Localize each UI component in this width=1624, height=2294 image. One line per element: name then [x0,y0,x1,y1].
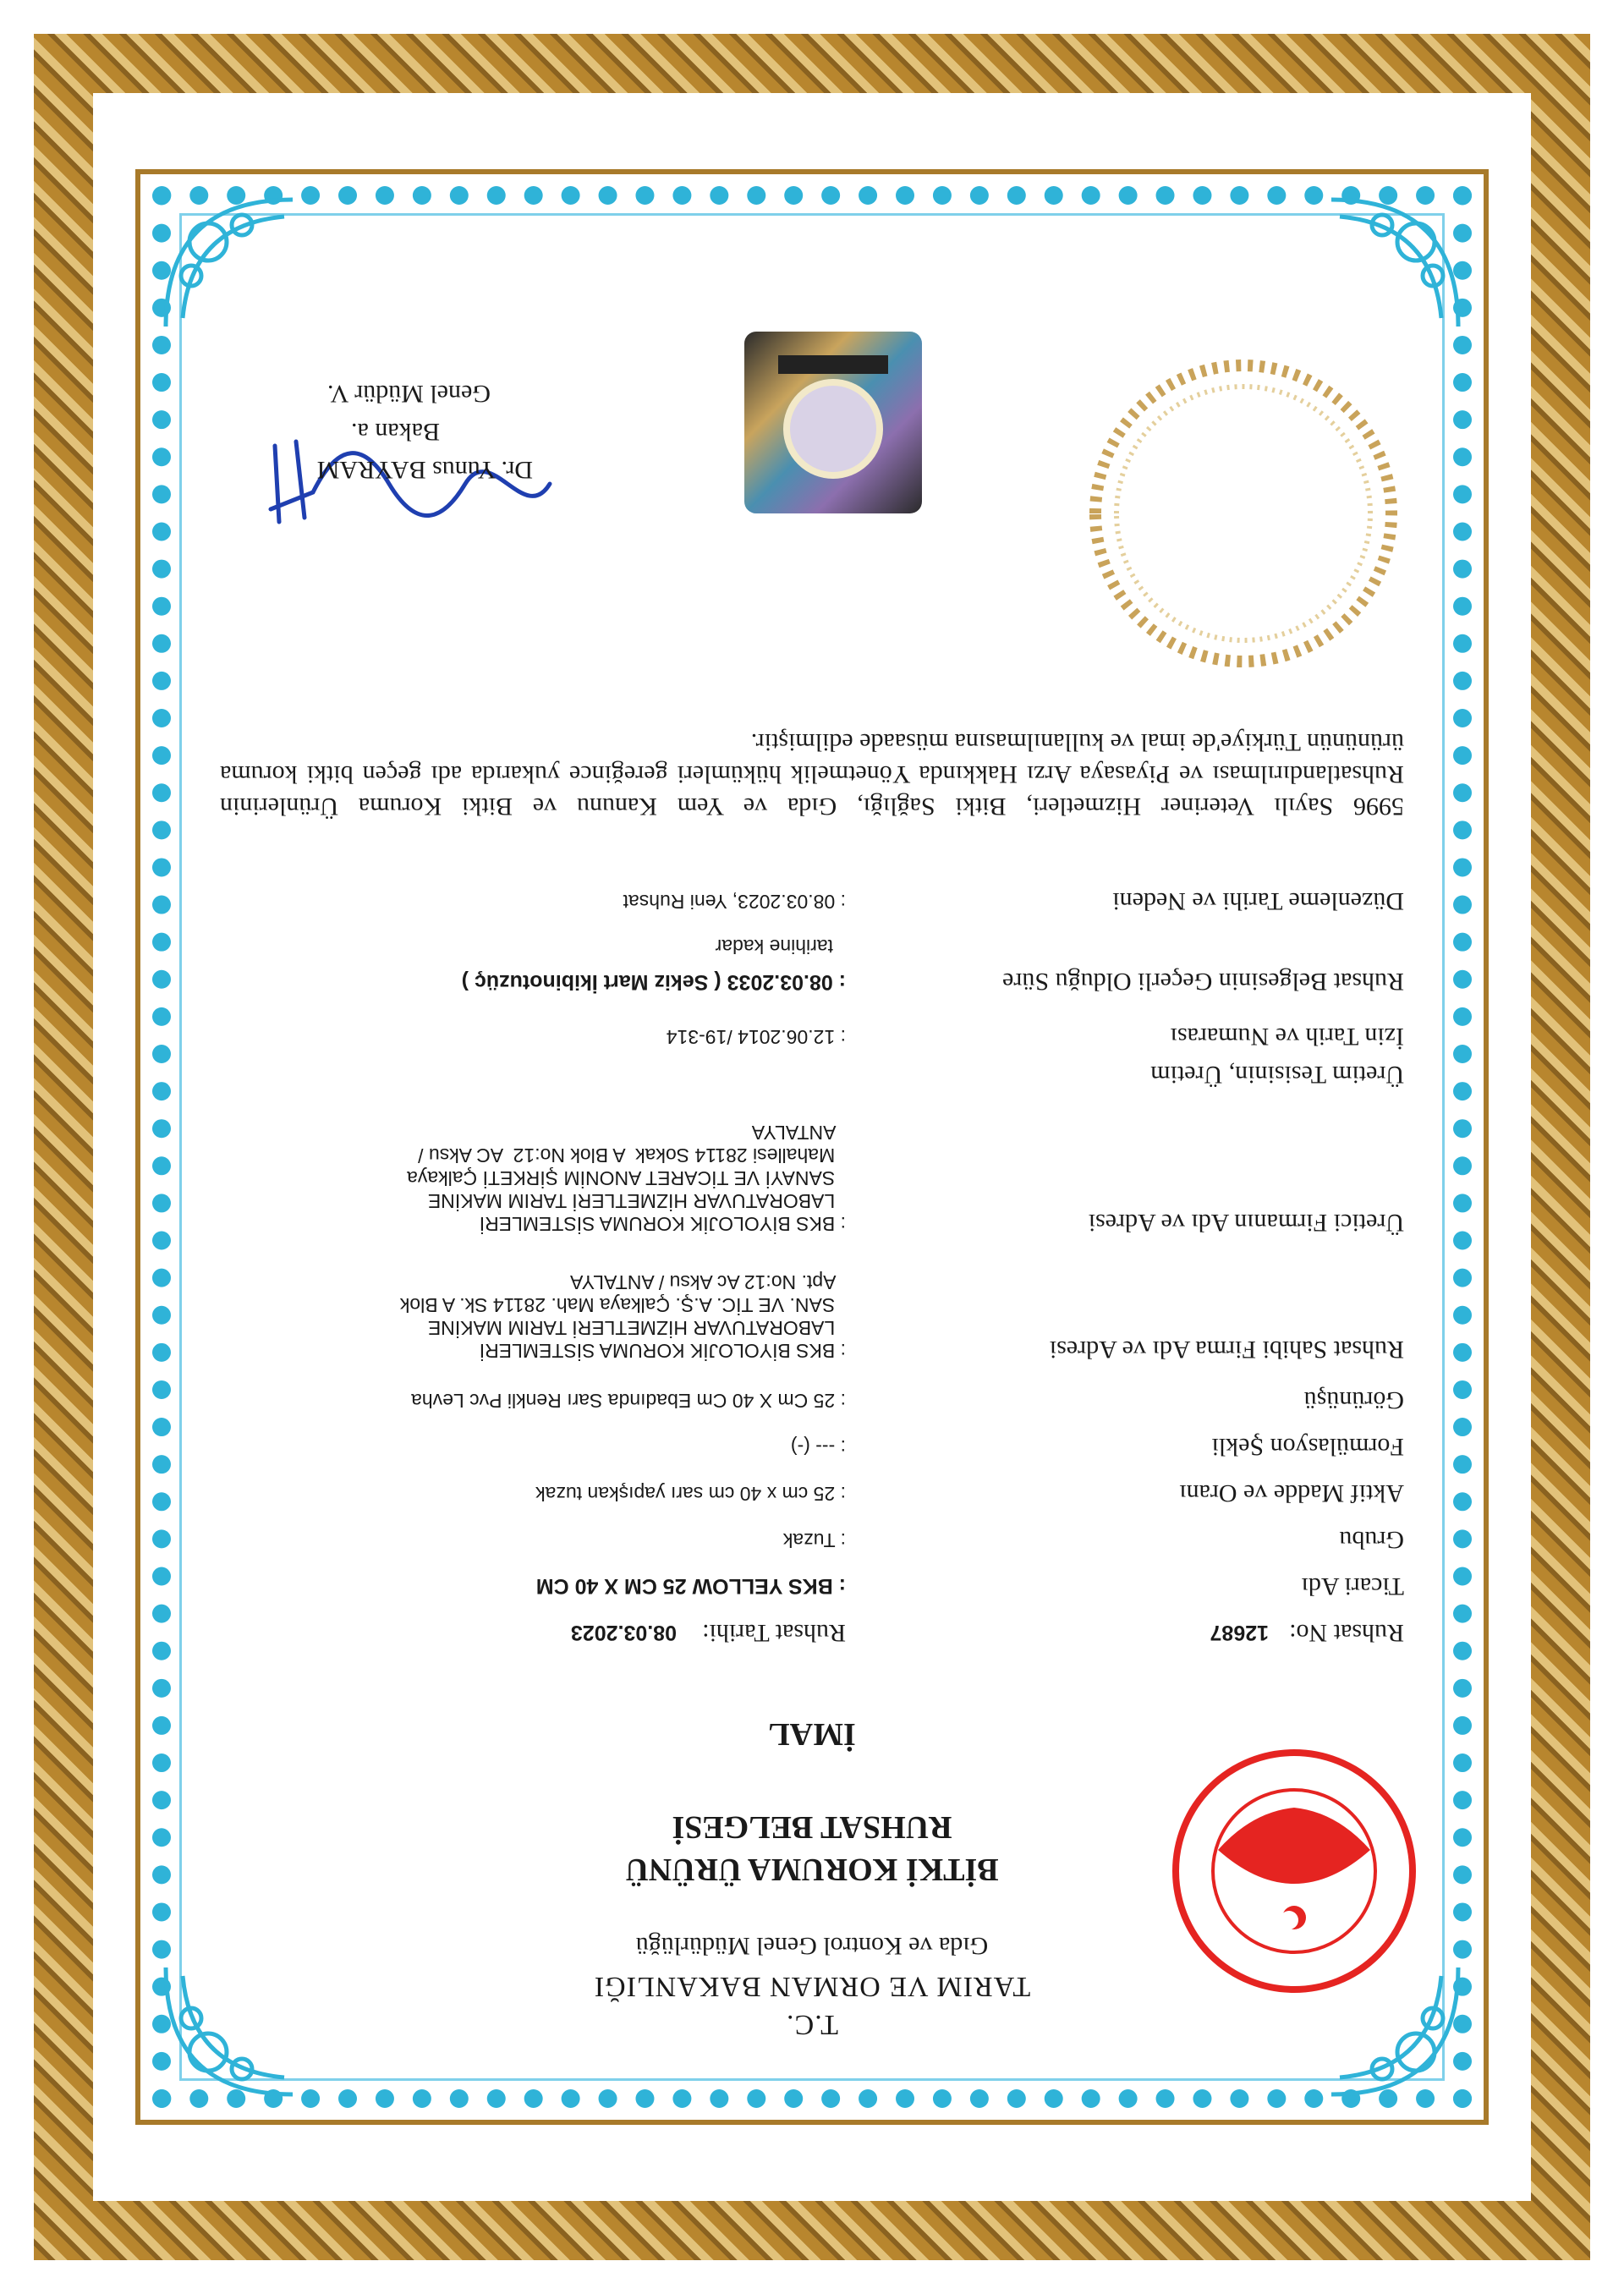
certificate-title: BİTKİ KORUMA ÜRÜNÜ [625,1852,999,1887]
license-no-label: Ruhsat No: [1289,1619,1404,1647]
facility-label-line2: İzin Tarih ve Numarası [1170,1023,1404,1051]
authorization-statement: 5996 Sayılı Veteriner Hizmetleri, Bitki Sağlığı, Gıda ve Yem Kanunu ve Bitki Koruma Ürünlerinin Ruhsatlandırılması ve Piyasaya Arzı Hakkında Yönetmelik hükümleri gereğince yukarıda adı geçen bitki koruma ürününün Türkiye'de imal ve kullanılmasına müsaade edilmiştir. [220,728,1404,820]
license-date-label: Ruhsat Tarihi: [702,1619,846,1647]
facility-value: : 12.06.2014 /19-314 [666,1026,846,1048]
group-label: Grubu [1339,1526,1404,1554]
header-ministry: TARIM VE ORMAN BAKANLIĞI [593,1971,1031,2002]
validity-value: : 08.03.2033 ( Sekiz Mart İkibinotuzüç ) [461,970,846,994]
corner-ornament-icon [1323,191,1467,335]
formulation-label: Formülasyon Şekli [1211,1433,1404,1461]
license-no-value: 12687 [1210,1621,1269,1644]
ministry-seal-logo [1167,1744,1421,1998]
revision-label: Düzenleme Tarihi ve Nedeni [1112,887,1404,915]
corner-ornament-icon [157,191,301,335]
signatory-role-line1: Bakan a. [351,418,440,446]
signatory-name: Dr. Yunus BAYRAM [316,456,533,484]
group-value: : Tuzak [782,1529,846,1551]
manufacturer-label: Üretici Firmanın Adı ve Adresi [1088,1209,1404,1237]
certificate-type: İMAL [768,1716,856,1752]
signature-image [254,433,558,535]
active-ingredient-value: : 25 cm x 40 cm sarı yapışkan tuzak [535,1483,846,1505]
appearance-label: Görünüşü [1303,1386,1404,1414]
license-date-value: 08.03.2023 [570,1621,677,1644]
manufacturer-value: : BKS BİYOLOJİK KORUMA SİSTEMLERİ LABORATUVAR HİZMETLERİ TARIM MAKİNE SANAYİ VE TİCARET ANONİM ŞİRKETİ Çalkaya Mahallesi 28114 Sokak A Blok No:12 AC Aksu / ANTALYA [407,1122,846,1235]
holder-value: : BKS BİYOLOJİK KORUMA SİSTEMLERİ LABORATUVAR HİZMETLERİ TARIM MAKİNE SAN. VE TİC. A.Ş. Çalkaya Mah. 28114 Sk. A Blok Apt. No:12 Ac Aksu / ANTALYA [399,1271,846,1362]
validity-label: Ruhsat Belgesinin Geçerli Olduğu Süre [1002,968,1404,996]
trade-name-label: Ticari Adı [1301,1572,1404,1600]
facility-label-line1: Üretim Tesisinin, Üretim [1150,1061,1404,1089]
hologram-sticker-logo [744,332,922,513]
holder-label: Ruhsat Sahibi Firma Adı ve Adresi [1049,1336,1404,1364]
signatory-role-line2: Genel Müdür V. [326,380,491,408]
header-tc: T.C. [786,2009,838,2040]
revision-value: : 08.03.2023, Yeni Ruhsat [623,891,846,913]
formulation-value: : --- (-) [790,1436,846,1458]
corner-ornament-icon [157,1959,301,2103]
gold-wreath-stamp-logo [1083,353,1404,674]
trade-name-value: : BKS YELLOW 25 CM X 40 CM [535,1574,846,1598]
validity-value-suffix: tarihine kadar [715,936,833,958]
certificate-subtitle: RUHSAT BELGESİ [672,1809,952,1845]
active-ingredient-label: Aktif Madde ve Oranı [1179,1479,1404,1507]
appearance-value: : 25 Cm X 40 Cm Ebadında Sarı Renkli Pvc Levha [411,1390,846,1412]
header-directorate: Gıda ve Kontrol Genel Müdürlüğü [635,1932,989,1960]
